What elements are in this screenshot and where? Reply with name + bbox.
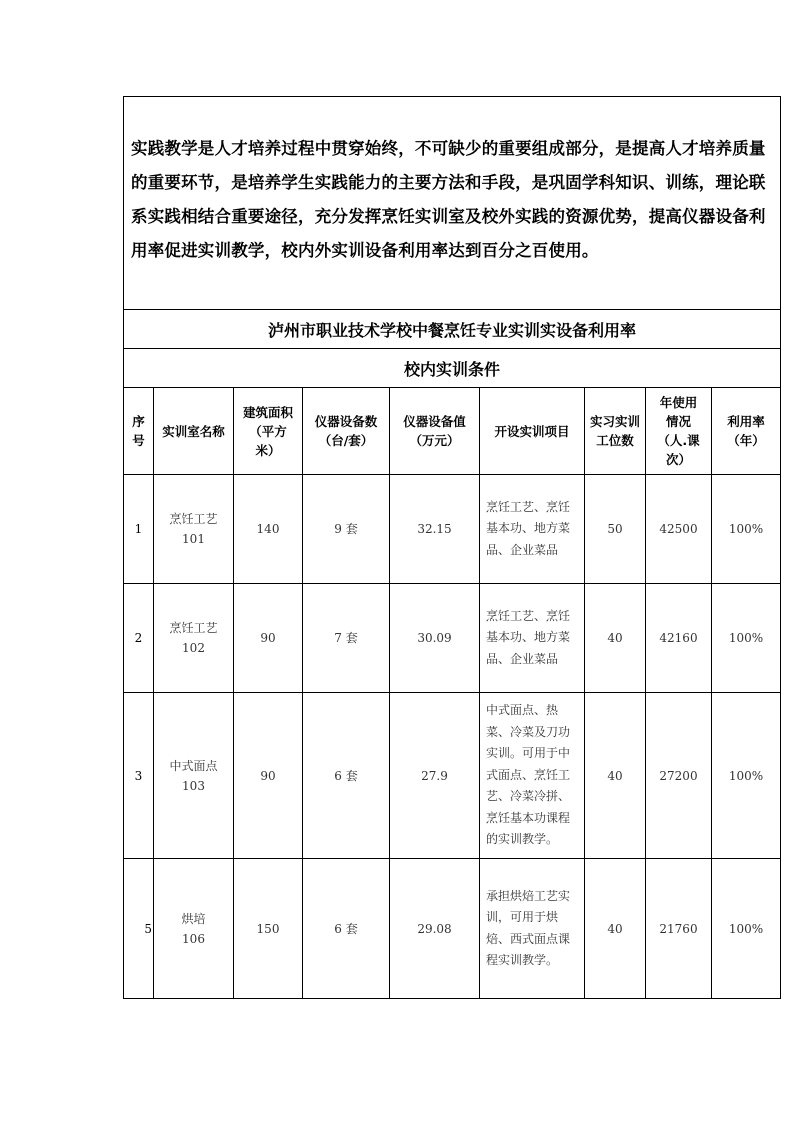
row-no: 1 <box>124 475 154 584</box>
header-row <box>124 388 781 475</box>
row-area: 140 <box>234 475 303 584</box>
row-stations: 40 <box>585 693 646 859</box>
row-stations: 40 <box>585 584 646 693</box>
row-stations: 50 <box>585 475 646 584</box>
row-projects: 中式面点、热菜、冷菜及刀功实训。可用于中式面点、烹饪工艺、冷菜冷拼、烹饪基本功课程的实训教学。 <box>480 693 585 859</box>
row-area: 90 <box>234 693 303 859</box>
table-row <box>124 859 781 999</box>
table-row <box>124 475 781 584</box>
row-equip-value: 27.9 <box>390 693 480 859</box>
header-equip-value: 仪器设备值（万元） <box>390 388 480 475</box>
row-usage: 21760 <box>646 859 712 999</box>
header-usage: 年使用情况（人.课次） <box>646 388 712 475</box>
row-stations: 40 <box>585 859 646 999</box>
row-equip-count: 9 套 <box>303 475 390 584</box>
row-rate: 100% <box>712 475 781 584</box>
row-room: 中式面点 103 <box>154 693 234 859</box>
equipment-table <box>123 96 781 999</box>
header-projects: 开设实训项目 <box>480 388 585 475</box>
row-rate: 100% <box>712 584 781 693</box>
header-equip-count: 仪器设备数（台/套） <box>303 388 390 475</box>
row-equip-value: 30.09 <box>390 584 480 693</box>
row-rate: 100% <box>712 859 781 999</box>
section-title: 校内实训条件 <box>124 349 781 388</box>
row-usage: 42160 <box>646 584 712 693</box>
header-stations: 实习实训工位数 <box>585 388 646 475</box>
row-room: 烹饪工艺 102 <box>154 584 234 693</box>
header-rate: 利用率（年） <box>712 388 781 475</box>
row-room: 烹饪工艺 101 <box>154 475 234 584</box>
row-usage: 42500 <box>646 475 712 584</box>
row-equip-value: 29.08 <box>390 859 480 999</box>
row-no: 5 <box>124 859 154 999</box>
row-equip-count: 6 套 <box>303 693 390 859</box>
row-room: 烘培 106 <box>154 859 234 999</box>
row-area: 90 <box>234 584 303 693</box>
row-equip-count: 6 套 <box>303 859 390 999</box>
header-room: 实训室名称 <box>154 388 234 475</box>
document <box>123 96 780 999</box>
table-row <box>124 584 781 693</box>
header-area: 建筑面积（平方米） <box>234 388 303 475</box>
row-projects: 承担烘焙工艺实训，可用于烘焙、西式面点课程实训教学。 <box>480 859 585 999</box>
row-rate: 100% <box>712 693 781 859</box>
row-no: 3 <box>124 693 154 859</box>
row-equip-value: 32.15 <box>390 475 480 584</box>
table-title: 泸州市职业技术学校中餐烹饪专业实训实设备利用率 <box>124 310 781 349</box>
row-equip-count: 7 套 <box>303 584 390 693</box>
table-row <box>124 693 781 859</box>
header-no: 序号 <box>124 388 154 475</box>
row-projects: 烹饪工艺、烹饪基本功、地方菜品、企业菜品 <box>480 584 585 693</box>
row-no: 2 <box>124 584 154 693</box>
row-usage: 27200 <box>646 693 712 859</box>
row-area: 150 <box>234 859 303 999</box>
row-projects: 烹饪工艺、烹饪基本功、地方菜品、企业菜品 <box>480 475 585 584</box>
intro-paragraph: 实践教学是人才培养过程中贯穿始终，不可缺少的重要组成部分，是提高人才培养质量的重要环节，是培养学生实践能力的主要方法和手段，是巩固学科知识、训练，理论联系实践相结合重要途径，充分发挥烹饪实训室及校外实践的资源优势，提高仪器设备利用率促进实训教学，校内外实训设备利用率达到百分之百使用。 <box>124 97 781 310</box>
